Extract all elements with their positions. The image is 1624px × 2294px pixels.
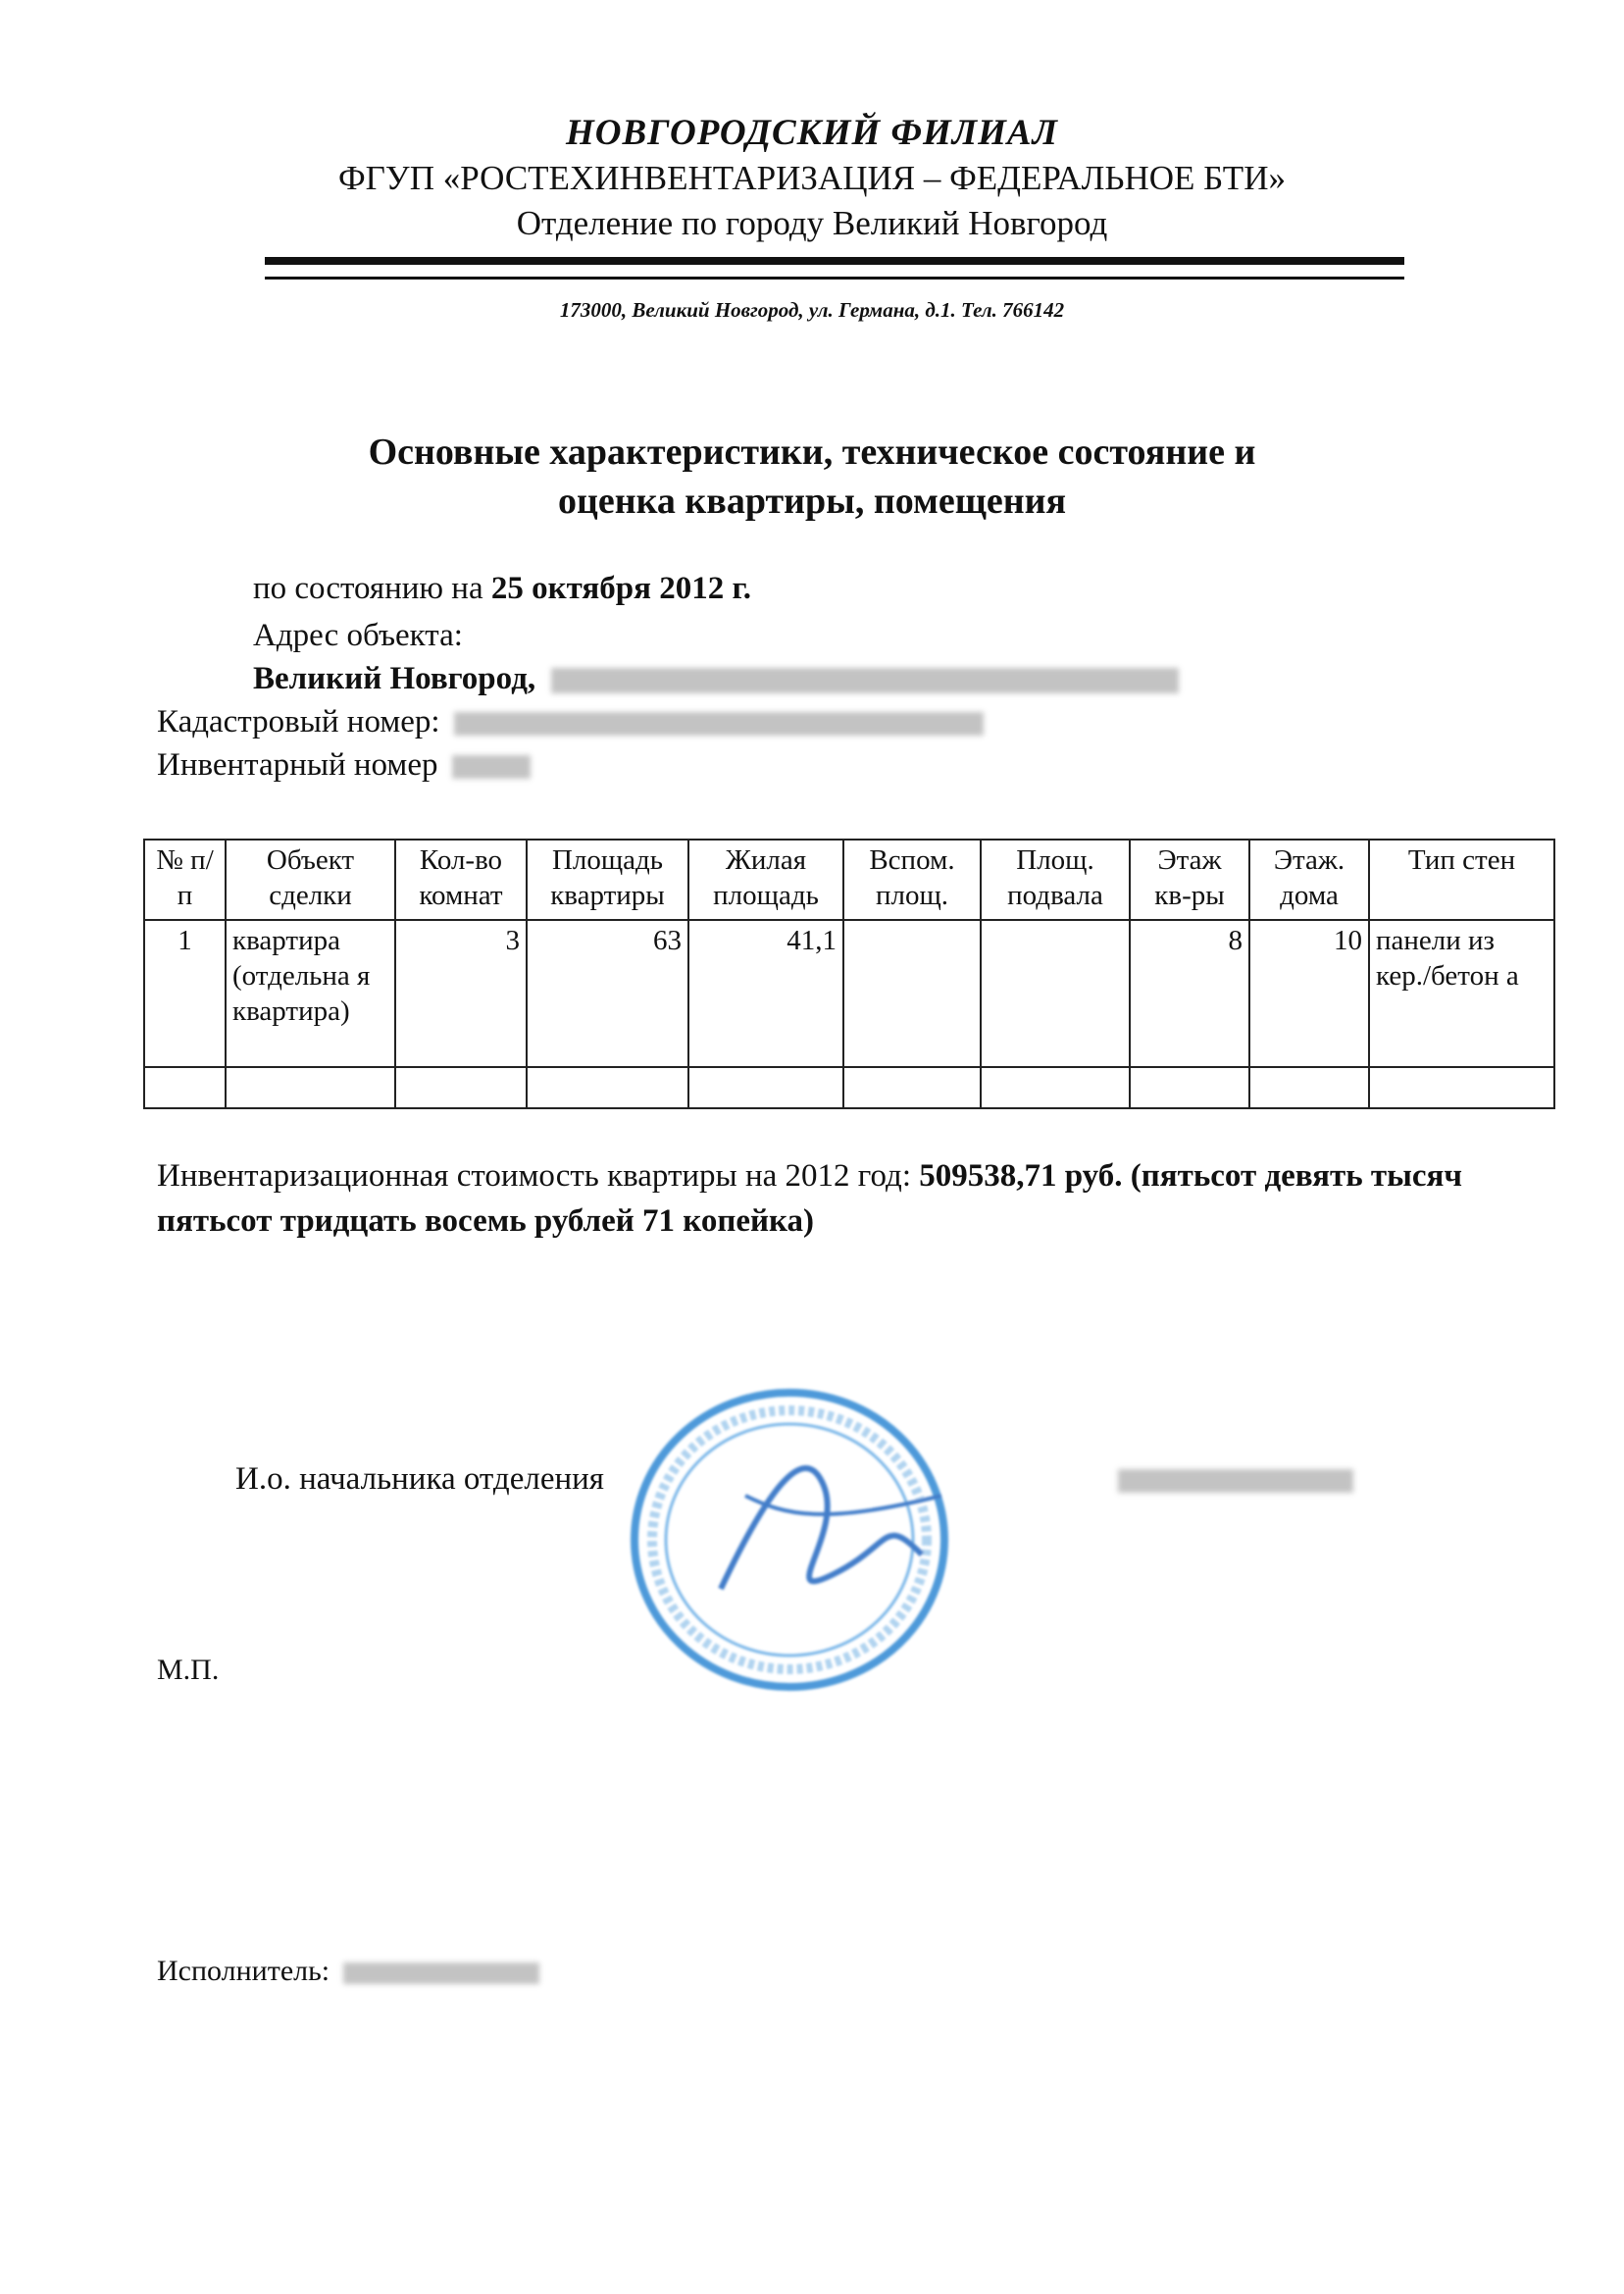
table-cell	[688, 1067, 843, 1108]
seal-inner-ring	[666, 1424, 913, 1656]
table-cell: 10	[1249, 920, 1369, 1067]
header-rule-thick	[265, 257, 1404, 265]
table-cell	[981, 1067, 1130, 1108]
table-cell: 63	[527, 920, 688, 1067]
seal-place-label: М.П.	[157, 1654, 220, 1686]
inventory-label: Инвентарный номер	[157, 747, 438, 783]
header-cell: Площадь квартиры	[527, 840, 688, 920]
executor-name-redacted	[343, 1963, 539, 1984]
document-title-line-1: Основные характеристики, техническое состояние и	[368, 432, 1256, 473]
address-line	[253, 661, 1179, 697]
header-cell: Кол-во комнат	[395, 840, 527, 920]
table-cell: 3	[395, 920, 527, 1067]
org-department: Отделение по городу Великий Новгород	[516, 204, 1108, 242]
header-cell: Этаж кв-ры	[1130, 840, 1249, 920]
address-city: Великий Новгород,	[253, 661, 536, 696]
header-cell: Площ. подвала	[981, 840, 1130, 920]
as-of-label: по состоянию на	[253, 571, 483, 606]
table-cell	[843, 1067, 981, 1108]
table-cell	[1369, 1067, 1554, 1108]
seal-outer-ring	[634, 1393, 944, 1687]
cadastral-line	[157, 704, 984, 740]
table-cell	[144, 1067, 226, 1108]
characteristics-table	[143, 839, 1555, 1109]
table-cell: квартира (отдельна я квартира)	[226, 920, 395, 1067]
table-cell	[981, 920, 1130, 1067]
table-row-empty	[144, 1067, 1554, 1108]
cadastral-redacted	[454, 712, 984, 736]
executor-label: Исполнитель:	[157, 1955, 330, 1987]
official-seal-stamp	[628, 1378, 961, 1702]
header-cell: Жилая площадь	[688, 840, 843, 920]
document-title-line-2: оценка квартиры, помещения	[557, 481, 1067, 522]
table-cell: 8	[1130, 920, 1249, 1067]
inventory-line	[157, 747, 531, 784]
org-name: НОВГОРОДСКИЙ ФИЛИАЛ	[566, 113, 1058, 153]
signer-name-redacted	[1118, 1469, 1353, 1493]
header-cell: Объект сделки	[226, 840, 395, 920]
signer-role: И.о. начальника отделения	[235, 1461, 604, 1497]
table-cell: 1	[144, 920, 226, 1067]
address-redacted	[551, 668, 1179, 693]
table-cell	[1249, 1067, 1369, 1108]
table-cell	[1130, 1067, 1249, 1108]
table-cell	[395, 1067, 527, 1108]
table-cell	[527, 1067, 688, 1108]
signature-stroke	[745, 1496, 941, 1514]
executor-line	[157, 1955, 539, 1988]
header-cell: № п/п	[144, 840, 226, 920]
header-cell: Этаж. дома	[1249, 840, 1369, 920]
cost-label: Инвентаризационная стоимость квартиры на 2012 год:	[157, 1158, 912, 1194]
address-label: Адрес объекта:	[253, 618, 463, 653]
document-title	[0, 428, 1624, 526]
signature-stroke	[721, 1468, 922, 1589]
cadastral-label: Кадастровый номер:	[157, 704, 440, 739]
as-of-date: 25 октября 2012 г.	[490, 571, 751, 606]
org-address: 173000, Великий Новгород, ул. Германа, д.1. Тел. 766142	[559, 298, 1065, 322]
cost-value: 509538,71 руб. (пятьсот девять тысяч пятьсот тридцать восемь рублей 71 копейка)	[157, 1158, 1463, 1239]
header-cell: Тип стен	[1369, 840, 1554, 920]
as-of-line	[253, 571, 751, 607]
table-header-row	[144, 840, 1554, 920]
signer-name	[1118, 1461, 1353, 1498]
header-rule-thin	[265, 277, 1404, 280]
header-cell: Вспом. площ.	[843, 840, 981, 920]
table-cell: 41,1	[688, 920, 843, 1067]
org-full-name: ФГУП «РОСТЕХИНВЕНТАРИЗАЦИЯ – ФЕДЕРАЛЬНОЕ БТИ»	[338, 159, 1286, 197]
inventory-cost	[157, 1153, 1530, 1244]
table-cell: панели из кер./бетон а	[1369, 920, 1554, 1067]
table-cell	[226, 1067, 395, 1108]
table-row	[144, 920, 1554, 1067]
inventory-redacted	[452, 755, 531, 779]
table-cell	[843, 920, 981, 1067]
